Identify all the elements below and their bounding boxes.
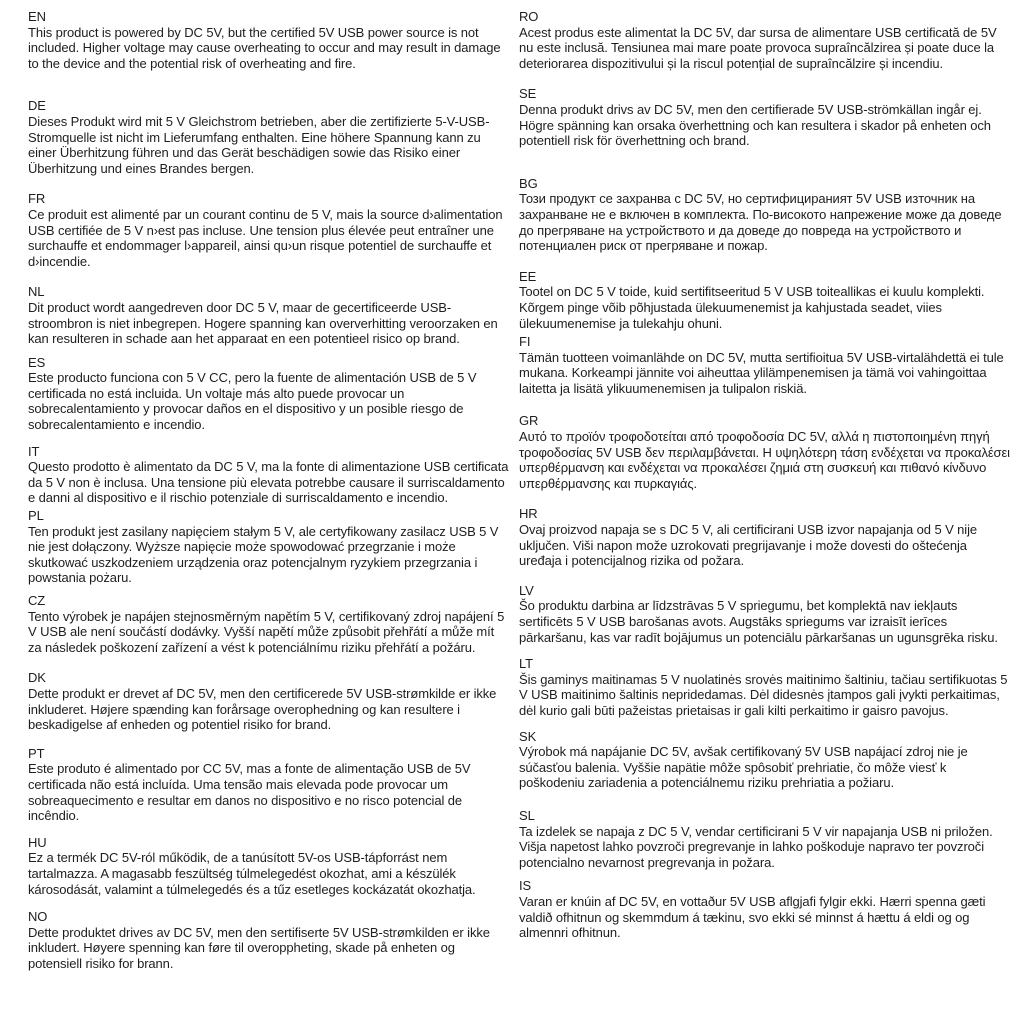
language-section-de xyxy=(28,98,511,176)
warning-text: Ta izdelek se napaja z DC 5 V, vendar certificirani 5 V vir napajanja USB ni priložen. Višja napetost lahko povzroči pregrevanje in lahko poškoduje napravo ter povzroči potencialno nevarnost pregrevanja in požara. xyxy=(519,823,993,870)
language-code: HU xyxy=(28,834,47,850)
warning-text: Dit product wordt aangedreven door DC 5 V, maar de gecertificeerde USB-stroombron is niet inbegrepen. Hogere spanning kan oververhitting veroorzaken en kan resulteren in schade aan het apparaat en een potentieel risico op brand. xyxy=(28,299,498,347)
language-section-se xyxy=(519,86,1012,148)
language-section-ee xyxy=(519,269,1012,331)
warning-text: Dette produkt er drevet af DC 5V, men den certificerede 5V USB-strømkilde er ikke inkluderet. Højere spænding kan forårsage overophedning og kan resultere i beskadigelse af enheden og potentiel risiko for brand. xyxy=(28,685,497,733)
language-code: SE xyxy=(519,86,537,102)
language-code: LT xyxy=(519,656,534,672)
language-code: DK xyxy=(28,670,46,686)
language-code: NL xyxy=(28,284,45,300)
language-section-is xyxy=(519,878,1012,940)
warning-text: Tento výrobek je napájen stejnosměrným napětím 5 V, certifikovaný zdroj napájení 5 V USB ale není součástí dodávky. Vyšší napětí může způsobit přehřátí a může mít za následek poškození zařízení a vést k potenciálnímu riziku přehřátí a požáru. xyxy=(28,608,505,655)
language-code: ES xyxy=(28,354,46,370)
language-section-pt xyxy=(28,746,511,824)
warning-text: Ez a termék DC 5V-ról működik, de a tanúsított 5V-os USB-tápforrást nem tartalmazza. A magasabb feszültség túlmelegedést okozhat, ami a készülék károsodását, valamint a túlmelegedés és a tűz esetleges kockázatát okozhatja. xyxy=(28,850,476,897)
language-section-sl xyxy=(519,808,1012,870)
warning-text: Dette produktet drives av DC 5V, men den sertifiserte 5V USB-strømkilden er ikke inkludert. Høyere spenning kan føre til overoppheting, skade på enheten og potensiell risiko for brann. xyxy=(28,924,490,971)
language-section-no xyxy=(28,909,511,971)
warning-text: Dieses Produkt wird mit 5 V Gleichstrom betrieben, aber die zertifizierte 5-V-USB-Stromquelle ist nicht im Lieferumfang enthalten. Eine höhere Spannung kann zu einer Überhitzung führen und das Gerät beschädigen sowie das Risiko einer Überhitzung und eines Brandes bergen. xyxy=(28,113,490,176)
warning-text: Výrobok má napájanie DC 5V, avšak certifikovaný 5V USB napájací zdroj nie je súčasťou balenia. Vyššie napätie môže spôsobiť prehriatie, čo môže viesť k poškodeniu zariadenia a potenciálnemu riziku prehriatia a požiaru. xyxy=(519,744,968,791)
warning-text: Este producto funciona con 5 V CC, pero la fuente de alimentación USB de 5 V certificada no está incluida. Un voltaje más alto puede provocar un sobrecalentamiento y provocar daños en el dispositivo y un posible riesgo de sobrecalentamiento e incendio. xyxy=(28,370,477,433)
warning-text: Denna produkt drivs av DC 5V, men den certifierade 5V USB-strömkällan ingår ej. Högre spänning kan orsaka överhettning och kan resultera i skador på enheten och potentiell risk för överhettning och brand. xyxy=(519,101,991,149)
language-section-ro xyxy=(519,9,1012,71)
warning-text: Šo produktu darbina ar līdzstrāvas 5 V spriegumu, bet komplektā nav iekļauts sertificēts 5 V USB barošanas avots. Augstāks spriegums var izraisīt ierīces pārkaršanu, kas var radīt bojājumus un potenciālu pārkaršanas un ugunsgrēka risku. xyxy=(519,598,998,645)
language-code: NO xyxy=(28,909,48,925)
language-code: PL xyxy=(28,508,44,524)
warning-text: Tämän tuotteen voimanlähde on DC 5V, mutta sertifioitua 5V USB-virtalähdettä ei tule mukana. Korkeampi jännite voi aiheuttaa ylilämpenemisen ja tämä voi vahingoittaa laitetta ja lisätä ylikuumenemisen ja tulipalon riskiä. xyxy=(519,349,1004,396)
language-section-fi xyxy=(519,334,1012,396)
language-code: EE xyxy=(519,268,537,284)
warning-text: Este produto é alimentado por CC 5V, mas a fonte de alimentação USB de 5V certificada não está incluída. Uma tensão mais elevada pode provocar um sobreaquecimento e resultar em danos no dispositivo e no risco potencial de incêndio. xyxy=(28,761,471,824)
language-section-lv xyxy=(519,583,1012,645)
language-code: BG xyxy=(519,175,538,191)
language-section-fr xyxy=(28,191,511,269)
language-code: FI xyxy=(519,334,531,350)
language-code: GR xyxy=(519,413,539,429)
warning-text: Ten produkt jest zasilany napięciem stałym 5 V, ale certyfikowany zasilacz USB 5 V nie jest dołączony. Wyższe napięcie może spowodować przegrzanie i może skutkować uszkodzeniem urządzenia oraz potencjalnym ryzykiem przegrzania i powstania pożaru. xyxy=(28,523,499,586)
language-code: DE xyxy=(28,98,46,114)
language-code: RO xyxy=(519,9,539,24)
language-code: LV xyxy=(519,582,534,598)
language-code: IT xyxy=(28,443,40,459)
column-left xyxy=(28,9,511,971)
language-section-cz xyxy=(28,593,511,655)
language-code: PT xyxy=(28,745,45,761)
language-section-nl xyxy=(28,284,511,346)
language-code: CZ xyxy=(28,593,46,608)
column-right xyxy=(519,9,1012,971)
language-code: SK xyxy=(519,728,537,744)
language-code: FR xyxy=(28,191,46,207)
warning-text: Tootel on DC 5 V toide, kuid sertifitseeritud 5 V USB toiteallikas ei kuulu komplekti. Kõrgem pinge võib põhjustada ülekuumenemist ja kahjustada seadet, viies ülekuumenemise ja tulekahju ohuni. xyxy=(519,284,985,331)
warning-text: Acest produs este alimentat la DC 5V, dar sursa de alimentare USB certificată de 5V nu este inclusă. Tensiunea mai mare poate provoca supraîncălzirea și poate duce la deteriorarea dispozitivului și la riscul potențial de supraîncălzire și incendiu. xyxy=(519,24,997,71)
language-section-sk xyxy=(519,729,1012,791)
warning-text: Αυτό το προϊόν τροφοδοτείται από τροφοδοσία DC 5V, αλλά η πιστοποιημένη πηγή τροφοδοσίας 5V USB δεν περιλαμβάνεται. Η υψηλότερη τάση ενδέχεται να προκαλέσει υπερθέρμανση και ενδέχεται να προκαλέσει ζημιά στη συσκευή και πιθανό κίνδυνο υπερθέρμανσης και πυρκαγιάς. xyxy=(519,429,1010,491)
language-section-dk xyxy=(28,670,511,732)
language-code: IS xyxy=(519,878,532,894)
warning-text: Този продукт се захранва с DC 5V, но сертифицираният 5V USB източник на захранване не е включен в комплекта. По-високото напрежение може да доведе до прегряване на устройството и да доведе до повреда на устройството и потенциален риск от прегряване и пожар. xyxy=(519,191,1002,254)
language-section-hr xyxy=(519,506,1012,568)
language-code: EN xyxy=(28,9,46,24)
language-section-gr xyxy=(519,413,1012,491)
warning-text: Ovaj proizvod napaja se s DC 5 V, ali certificirani USB izvor napajanja od 5 V nije uključen. Viši napon može uzrokovati pregrijavanje i može dovesti do oštećenja uređaja i potencijalnog rizika od požara. xyxy=(519,522,978,569)
language-section-pl xyxy=(28,508,511,586)
language-section-bg xyxy=(519,176,1012,254)
warning-text: Ce produit est alimenté par un courant continu de 5 V, mais la source d›alimentation USB certifiée de 5 V n›est pas incluse. Une tension plus élevée peut entraîner une surchauffe et endommager l›appareil, ainsi qu›un risque potentiel de surchauffe et d›incendie. xyxy=(28,206,503,269)
language-code: SL xyxy=(519,807,535,823)
warning-text: This product is powered by DC 5V, but the certified 5V USB power source is not included. Higher voltage may cause overheating to occur and may result in damage to the device and the potential risk of overheating and fire. xyxy=(28,24,501,71)
language-section-lt xyxy=(519,656,1012,718)
warning-text: Questo prodotto è alimentato da DC 5 V, ma la fonte di alimentazione USB certificata da 5 V non è inclusa. Una tensione più elevata potrebbe causare il surriscaldamento e danni al dispositivo e il rischio potenziale di surriscaldamento e incendio. xyxy=(28,459,509,506)
language-section-it xyxy=(28,444,511,506)
language-code: HR xyxy=(519,506,538,522)
language-section-es xyxy=(28,355,511,433)
language-section-hu xyxy=(28,835,511,897)
language-section-en xyxy=(28,9,511,71)
warning-text: Varan er knúin af DC 5V, en vottaður 5V USB aflgjafi fylgir ekki. Hærri spenna gæti valdið ofhitnun og skemmdum á tækinu, svo ekki sé minnst á hættu á eldi og og almennri ofhitnun. xyxy=(519,893,986,941)
warning-text: Šis gaminys maitinamas 5 V nuolatinės srovės maitinimo šaltiniu, tačiau sertifikuotas 5 V USB maitinimo šaltinis nepridedamas. Dėl didesnės įtampos gali įvykti perkaitimas, dėl kurio gali būti pažeistas prietaisas ir gali kilti perkaitimo ir gaisro pavojus. xyxy=(519,671,1008,718)
